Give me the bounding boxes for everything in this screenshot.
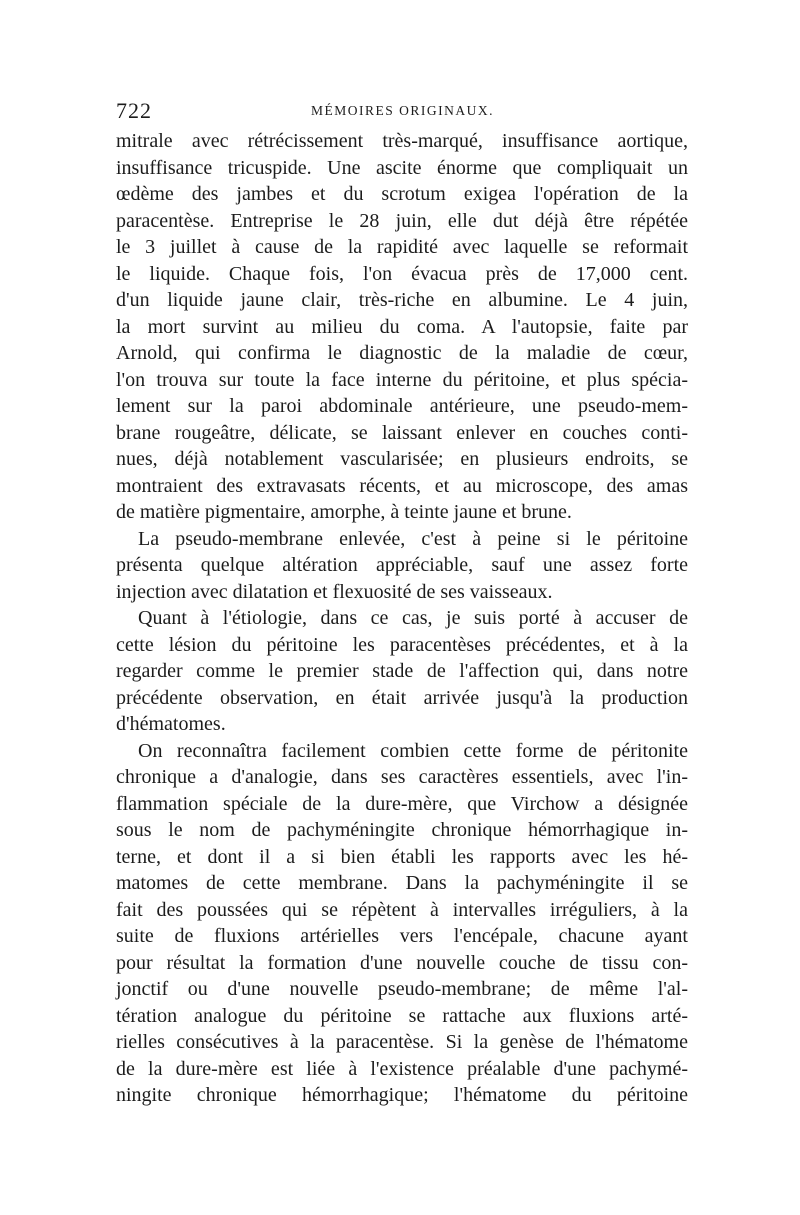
text-line: Arnold, qui confirma le diagnostic de la maladie de cœur,	[116, 342, 688, 364]
text-line: précédente observation, en était arrivée jusqu'à la production	[116, 686, 688, 709]
text-line: pour résultat la formation d'une nouvelle couche de tissu con-	[116, 951, 688, 974]
text-line: injection avec dilatation et flexuosité de ses vaisseaux.	[116, 580, 553, 603]
text-line: cette lésion du péritoine les paracentèses précédentes, et à la	[116, 633, 688, 656]
text-line: jonctif ou d'une nouvelle pseudo-membrane; de même l'al-	[116, 978, 688, 1000]
text-line: sous le nom de pachyméningite chronique hémorrhagique in-	[116, 819, 688, 841]
text-line: le liquide. Chaque fois, l'on évacua près de 17,000 cent.	[116, 262, 688, 285]
text-line: Quant à l'étiologie, dans ce cas, je suis porté à accuser de	[138, 607, 688, 629]
text-line: d'un liquide jaune clair, très-riche en albumine. Le 4 juin,	[116, 289, 688, 311]
text-line: suite de fluxions artérielles vers l'encépale, chacune ayant	[116, 925, 688, 947]
text-line: brane rougeâtre, délicate, se laissant enlever en couches conti-	[116, 421, 688, 444]
text-line: rielles consécutives à la paracentèse. Si la genèse de l'hématome	[116, 1031, 688, 1053]
text-line: œdème des jambes et du scrotum exigea l'opération de la	[116, 183, 688, 205]
text-line: matomes de cette membrane. Dans la pachyméningite il se	[116, 872, 688, 894]
text-line: paracentèse. Entreprise le 28 juin, elle dut déjà être répétée	[116, 209, 688, 232]
text-line: insuffisance tricuspide. Une ascite énorme que compliquait un	[116, 156, 688, 179]
text-line: terne, et dont il a si bien établi les rapports avec les hé-	[116, 845, 688, 868]
text-line: la mort survint au milieu du coma. A l'autopsie, faite par	[116, 315, 688, 338]
text-line: regarder comme le premier stade de l'affection qui, dans notre	[116, 660, 688, 682]
page-number: 722	[116, 98, 152, 123]
text-line: présenta quelque altération appréciable, sauf une assez forte	[116, 554, 688, 576]
text-line: On reconnaîtra facilement combien cette forme de péritonite	[138, 739, 688, 762]
text-line: l'on trouva sur toute la face interne du péritoine, et plus spécia-	[116, 368, 688, 391]
text-line: de matière pigmentaire, amorphe, à teinte jaune et brune.	[116, 501, 572, 523]
text-line: lement sur la paroi abdominale antérieure, une pseudo-mem-	[116, 395, 688, 417]
text-line: d'hématomes.	[116, 713, 226, 735]
text-line: chronique a d'analogie, dans ses caractères essentiels, avec l'in-	[116, 766, 688, 788]
text-line: La pseudo-membrane enlevée, c'est à peine si le péritoine	[138, 527, 688, 550]
text-line: fait des poussées qui se répètent à intervalles irréguliers, à la	[116, 898, 688, 921]
text-line: ningite chronique hémorrhagique; l'hématome du péritoine	[116, 1084, 688, 1106]
text-line: tération analogue du péritoine se rattache aux fluxions arté-	[116, 1004, 688, 1027]
running-head	[116, 98, 686, 124]
text-line: flammation spéciale de la dure-mère, que Virchow a désignée	[116, 792, 688, 815]
body-text	[116, 128, 688, 1109]
text-line: de la dure-mère est liée à l'existence préalable d'une pachymé-	[116, 1057, 688, 1080]
text-line: le 3 juillet à cause de la rapidité avec laquelle se reformait	[116, 236, 688, 258]
text-line: mitrale avec rétrécissement très-marqué, insuffisance aortique,	[116, 130, 688, 152]
running-title: MÉMOIRES ORIGINAUX.	[311, 103, 494, 118]
text-line: montraient des extravasats récents, et au microscope, des amas	[116, 474, 688, 497]
text-line: nues, déjà notablement vascularisée; en plusieurs endroits, se	[116, 448, 688, 470]
